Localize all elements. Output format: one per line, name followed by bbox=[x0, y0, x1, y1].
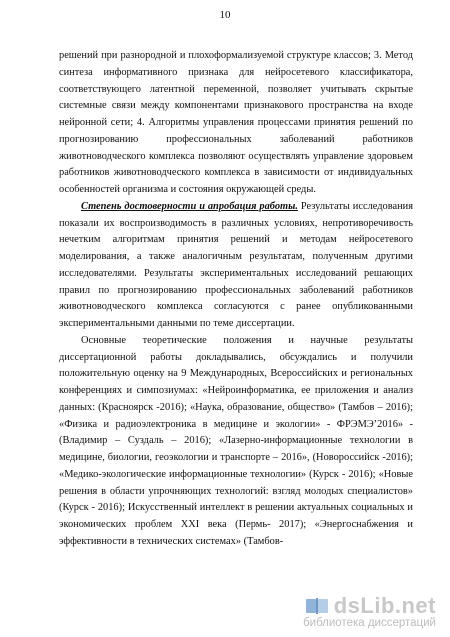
page-number: 10 bbox=[219, 9, 231, 21]
paragraph-1 bbox=[59, 48, 413, 199]
paragraph-2 bbox=[59, 199, 413, 333]
watermark-brand: dsLib.net bbox=[333, 593, 436, 618]
paragraph-1-text: решений при разнородной и плохоформализуемой структуре классов; 3. Метод синтеза информативного признака для нейросетевого классификатора, соответствующего латентной переменной, позволяет учитывать скрытые системные связи между компонентами признакового пространства на входе нейронной сети; 4. Алгоритмы управления процессами принятия решений по прогнозированию профессиональных заболеваний работников животноводческого комплекса позволяют осуществлять управление здоровьем работников животноводческого комплекса в зависимости от индивидуальных особенностей организма и состояния окружающей среды. bbox=[59, 50, 413, 195]
watermark-row bbox=[303, 593, 436, 619]
watermark-subtitle: библиотека диссертаций bbox=[303, 617, 436, 629]
watermark bbox=[303, 593, 436, 629]
paragraph-3 bbox=[59, 333, 413, 551]
section-lead-heading: Степень достоверности и апробация работы. bbox=[81, 200, 298, 212]
document-body bbox=[59, 48, 413, 551]
book-logo-icon bbox=[304, 593, 330, 619]
paragraph-3-text: Основные теоретические положения и научные результаты диссертационной работы докладывались, обсуждались и получили положительную оценку на 9 Международных, Всероссийских и региональных конференциях и симпозиумах: «Нейроинформатика, ее приложения и анализ данных: (Красноярск -2016); «Наука, образование, общество» (Тамбов – 2016); «Физика и радиоэлектроника в медицине и экологии» - ФРЭМЭ’2016» - (Владимир – Суздаль – 2016); «Лазерно-информационные технологии в медицине, биологии, геоэкологии и транспорте – 2016», (Новороссийск -2016); «Медико-экологические информационные технологии» (Курск - 2016); «Новые решения в области упрочняющих технологий: взгляд молодых специалистов» (Курск - 2016); Искусственный интеллект в решении актуальных социальных и экономических проблем XXI века (Пермь- 2017); «Энергоснабжения и эффективности в технических системах» (Тамбов- bbox=[59, 334, 413, 547]
paragraph-2-text: Результаты исследования показали их воспроизводимость в различных условиях, непротиворечивость нечетким алгоритмам принятия решений и методам нейросетевого моделирования, а также аналогичным результатам, полученным другими исследователями. Результаты экспериментальных исследований решающих правил по прогнозированию профессиональных заболеваний работников животноводческого комплекса согласуются с ранее опубликованными экспериментальными данными по теме диссертации. bbox=[59, 200, 413, 329]
